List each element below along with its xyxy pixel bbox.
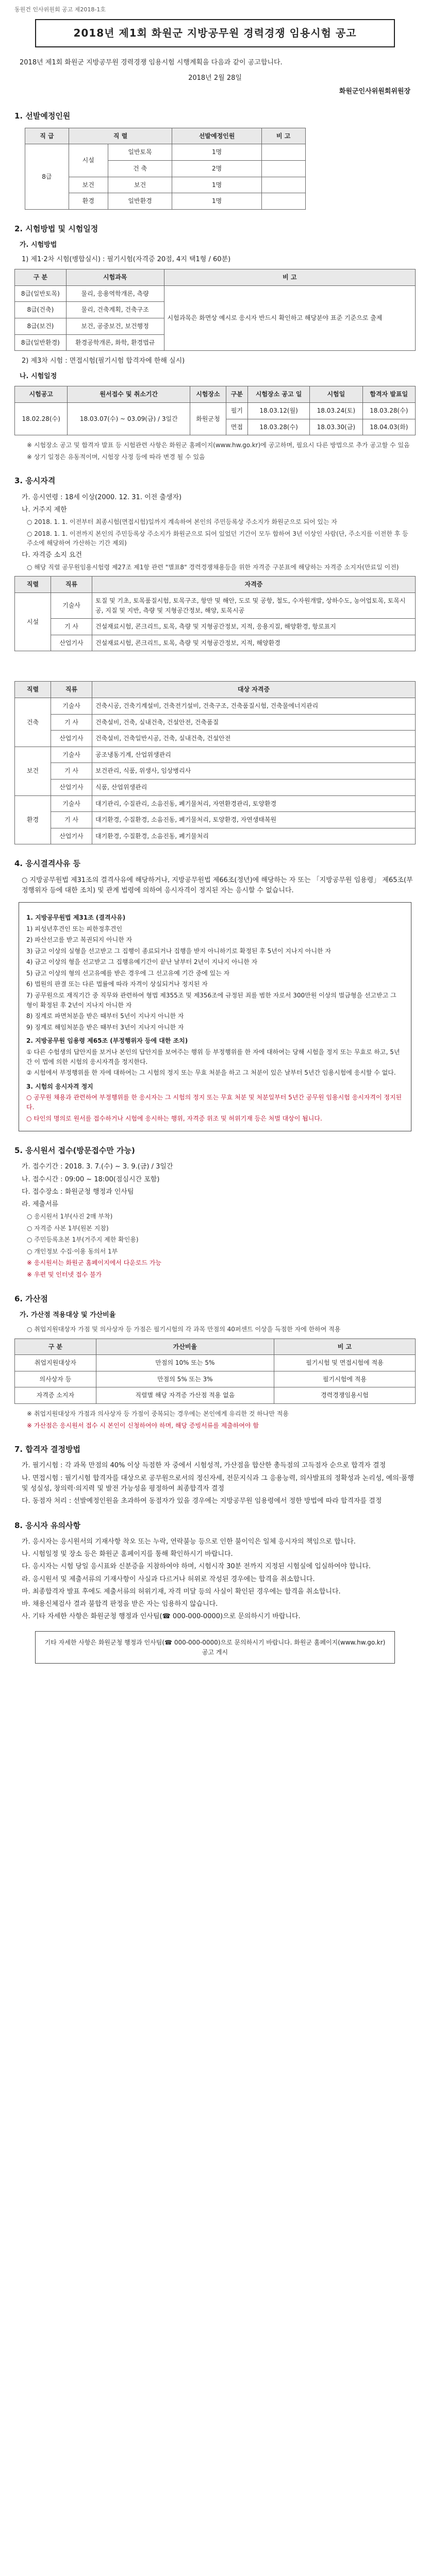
sub-cell: 일반토목 — [108, 144, 172, 161]
doc-number: 동원건 인사위원회 공고 제2018-1호 — [14, 6, 106, 13]
grade-cell: 8급 — [25, 144, 69, 209]
box-heading: 3. 시험의 응시자격 정지 — [26, 1082, 93, 1090]
contact-box: 기타 자세한 사항은 화원군청 행정과 인사팀(☎ 000-000-0000)으로 문의하시기 바랍니다. 화원군 홈페이지(www.hw.go.kr) 공고 게시 — [35, 1631, 395, 1664]
section-heading: 4. 응시결격사유 등 — [14, 859, 81, 869]
col-header: 시험공고 — [15, 386, 68, 403]
recruit-table — [25, 128, 306, 210]
series-cell: 환경 — [69, 193, 108, 210]
sub-heading: 나. 시험일정 — [20, 372, 57, 381]
table-row — [15, 714, 416, 731]
body-text: ○ 개인정보 수집·이용 동의서 1부 — [27, 1247, 118, 1255]
body-text: 2) 제3차 시험 : 면접시험(필기시험 합격자에 한해 실시) — [22, 357, 185, 365]
body-text: 다. 응시자는 시험 당일 응시표와 신분증을 지참하여야 하며, 시험시작 30분 전까지 지정된 시험실에 입실하여야 합니다. — [22, 1563, 371, 1571]
table-row — [15, 698, 416, 715]
certs-cell: 건설재료시험, 콘크리트, 토목, 측량 및 지형공간정보, 지적, 해양환경 — [92, 635, 416, 651]
box-line: 4) 금고 이상의 형을 선고받고 그 집행유예기간이 끝난 날부터 2년이 지나지 아니한 자 — [26, 958, 258, 966]
body-text: 바. 채용신체검사 결과 불합격 판정을 받은 자는 임용하지 않습니다. — [22, 1600, 218, 1608]
body-text: ○ 주민등록초본 1부(거주지 제한 확인용) — [27, 1236, 139, 1244]
box-line: ○ 타인의 명의로 원서를 접수하거나 시험에 응시하는 행위, 자격증 위조 및 허위기재 등은 처벌 대상이 됩니다. — [26, 1114, 322, 1122]
kind-cell: 의사상자 등 — [15, 1371, 96, 1387]
place-notice-cell: 18.03.28(수) — [248, 419, 310, 435]
box-line: ② 시험에서 부정행위를 한 자에 대하여는 그 시험의 정지 또는 무효 처분을 하고 그 처분이 있은 날부터 5년간 임용시험에 응시할 수 없다. — [26, 1069, 396, 1077]
col-header: 시험장소 공고 일 — [248, 386, 310, 403]
body-text: 나. 거주지 제한 — [22, 505, 67, 514]
series-cell: 보건 — [69, 177, 108, 193]
body-text: 라. 응시원서 및 제출서류의 기재사항이 사실과 다르거나 허위로 작성된 경우에는 합격을 취소합니다. — [22, 1575, 315, 1583]
col-header: 가산비율 — [96, 1338, 274, 1355]
body-text: ○ 2018. 1. 1. 이전부터 최종시험(면접시험)일까지 계속하여 본인의 주민등록상 주소지가 화원군으로 되어 있는 자 — [27, 518, 337, 526]
certs-cell: 보건관리, 식품, 위생사, 임상병리사 — [92, 763, 416, 779]
col-header: 선발예정인원 — [172, 128, 261, 144]
table-row — [15, 403, 416, 419]
disqualification-box — [19, 902, 411, 1131]
issuing-org: 화원군인사위원회위원장 — [339, 88, 410, 96]
certs-cell: 건축설비, 건축, 실내건축, 건설안전, 건축품질 — [92, 714, 416, 731]
body-text: ○ 취업지원대상자 가점 및 의사상자 등 가점은 필기시험의 각 과목 만점의 40퍼센트 이상을 득점한 자에 한하여 적용 — [27, 1325, 341, 1333]
count-cell: 2명 — [172, 160, 261, 177]
box-line: ○ 공무원 채용과 관련하여 부정행위를 한 응시자는 그 시험의 정지 또는 무효 처분 및 처분일부터 5년간 공무원 임용시험 응시자격이 정지된다. — [26, 1094, 402, 1111]
rate-cell: 직렬별 해당 자격증 가산점 적용 없음 — [96, 1387, 274, 1404]
sub-cell: 건 축 — [108, 160, 172, 177]
count-cell: 1명 — [172, 193, 261, 210]
note-cell: 필기시험에 적용 — [274, 1371, 415, 1387]
kind-cell: 기술사 — [51, 747, 92, 763]
table-row — [15, 285, 416, 302]
note-text: ※ 응시원서는 화원군 홈페이지에서 다운로드 가능 — [27, 1259, 161, 1267]
section-heading: 7. 합격자 결정방법 — [14, 1445, 81, 1454]
subjects-cell: 보건, 공중보건, 보건행정 — [66, 318, 164, 335]
section-heading: 6. 가산점 — [14, 1294, 48, 1303]
note-text: ※ 시험장소 공고 및 합격자 발표 등 시험관련 사항은 화원군 홈페이지(www.hw.go.kr)에 공고하며, 필요시 다른 방법으로 추가 공고할 수 있음 — [27, 442, 410, 449]
col-header: 직 렬 — [69, 128, 172, 144]
series-cell: 보건 — [15, 747, 51, 795]
kind-cell: 취업지원대상자 — [15, 1355, 96, 1371]
place-notice-cell: 18.03.12(월) — [248, 403, 310, 419]
exam-date-cell: 18.03.30(금) — [310, 419, 362, 435]
note-cell: 필기시험 및 면접시험에 적용 — [274, 1355, 415, 1371]
box-heading: 1. 지방공무원법 제31조 (결격사유) — [26, 913, 126, 921]
sub-cell: 일반환경 — [108, 193, 172, 210]
table-row — [15, 731, 416, 747]
kind-cell: 자격증 소지자 — [15, 1387, 96, 1404]
box-line: 7) 공무원으로 재직기간 중 직무와 관련하여 형법 제355조 및 제356조에 규정된 죄를 범한 자로서 300만원 이상의 벌금형을 선고받고 그 형이 확정된 후 2년이 지나지 아니한 자 — [26, 992, 396, 1009]
certs-cell: 토질 및 기초, 토목품질시험, 토목구조, 항만 및 해안, 도로 및 공항, 철도, 수자원개발, 상하수도, 농어업토목, 토목시공, 지질 및 지반, 측량 및 지형공간정보, 해양, 토목시공 — [92, 593, 416, 619]
place-cell: 화원군청 — [190, 403, 226, 435]
body-text: 마. 최종합격자 발표 후에도 제출서류의 허위기재, 자격 미달 등의 사실이 확인된 경우에는 합격을 취소합니다. — [22, 1587, 341, 1596]
table-row — [15, 619, 416, 635]
type-cell: 면접 — [226, 419, 247, 435]
certs-cell: 건설재료시험, 콘크리트, 토목, 측량 및 지형공간정보, 지적, 응용지질, 해양환경, 항로표지 — [92, 619, 416, 635]
note-cell: 시험과목은 화면상 예시로 응시자 반드시 확인하고 해당분야 표준 기준으로 출제 — [164, 285, 415, 350]
body-text: 1) 제1·2차 시험(병합실시) : 필기시험(자격증 20점, 4지 택1형 / 60분) — [22, 256, 231, 264]
box-line: 3) 금고 이상의 실형을 선고받고 그 집행이 종료되거나 집행을 받지 아니하기로 확정된 후 5년이 지나지 아니한 자 — [26, 947, 332, 955]
note-cell: 경력경쟁임용시험 — [274, 1387, 415, 1404]
section-heading: 5. 응시원서 접수(방문접수만 가능) — [14, 1146, 135, 1156]
certs-cell: 대기환경, 수질환경, 소음진동, 폐기물처리, 토양환경, 자연생태복원 — [92, 812, 416, 828]
col-header: 비 고 — [164, 269, 415, 286]
box-heading: 2. 지방공무원 임용령 제65조 (부정행위자 등에 대한 조치) — [26, 1037, 188, 1045]
grade-cell: 8급(일반환경) — [15, 334, 67, 351]
section-heading: 2. 시험방법 및 시험일정 — [14, 224, 98, 233]
certs-cell: 건축시공, 건축기계설비, 건축전기설비, 건축구조, 건축품질시험, 건축물에너지관리 — [92, 698, 416, 715]
table-row — [15, 635, 416, 651]
col-header: 직렬 — [15, 682, 51, 698]
page-title: 2018년 제1회 화원군 지방공무원 경력경쟁 임용시험 공고 — [35, 19, 395, 47]
kind-cell: 산업기사 — [51, 635, 92, 651]
note-text: ※ 상기 일정은 유동적이며, 시험장 사정 등에 따라 변경 될 수 있음 — [27, 453, 205, 461]
body-text: 가. 응시연령 : 18세 이상(2000. 12. 31. 이전 출생자) — [22, 493, 182, 501]
table-row — [15, 812, 416, 828]
box-line: 6) 법원의 판결 또는 다른 법률에 따라 자격이 상실되거나 정지된 자 — [26, 980, 208, 988]
col-header: 구분 — [226, 386, 247, 403]
col-header: 직렬 — [15, 577, 51, 593]
kind-cell: 산업기사 — [51, 731, 92, 747]
note-cell — [261, 193, 305, 210]
note-cell — [261, 160, 305, 177]
subjects-cell: 환경공학개론, 화학, 환경법규 — [66, 334, 164, 351]
body-text: 가. 응시자는 응시원서의 기재사항 착오 또는 누락, 연락불능 등으로 인한 불이익은 일체 응시자의 책임으로 합니다. — [22, 1538, 356, 1546]
announce-date: 2018년 2월 28일 — [188, 74, 242, 82]
table-row — [15, 1387, 416, 1404]
table-row — [15, 593, 416, 619]
body-text: 나. 면접시험 : 필기시험 합격자를 대상으로 공무원으로서의 정신자세, 전문지식과 그 응용능력, 의사발표의 정확성과 논리성, 예의·품행 및 성실성, 창의력·의지력 및 발전 가능성을 평정하여 최종합격자 결정 — [22, 1474, 415, 1493]
body-text: ○ 자격증 사본 1부(원본 지참) — [27, 1224, 109, 1232]
intro-text: 2018년 제1회 화원군 지방공무원 경력경쟁 임용시험 시행계획을 다음과 같이 공고합니다. — [20, 59, 283, 67]
grade-cell: 8급(일반토목) — [15, 285, 67, 302]
pass-date-cell: 18.04.03(화) — [362, 419, 415, 435]
box-line: 1) 피성년후견인 또는 피한정후견인 — [26, 925, 123, 933]
series-cell: 시설 — [15, 593, 51, 651]
body-text: ○ 응시원서 1부(사진 2매 부착) — [27, 1213, 113, 1221]
body-text: 나. 접수시간 : 09:00 ~ 18:00(점심시간 포함) — [22, 1175, 160, 1183]
note-cell — [261, 144, 305, 161]
col-header: 시험과목 — [66, 269, 164, 286]
table-row — [15, 1355, 416, 1371]
section-heading: 3. 응시자격 — [14, 476, 56, 486]
body-text: ○ 지방공무원법 제31조의 결격사유에 해당하거나, 지방공무원법 제66조(정년)에 해당하는 자 또는 「지방공무원 임용령」 제65조(부정행위자 등에 대한 조치) 및 관계 법령에 의하여 응시자격이 정지된 자는 응시할 수 없습니다. — [22, 876, 413, 894]
count-cell: 1명 — [172, 177, 261, 193]
kind-cell: 산업기사 — [51, 828, 92, 844]
table-row — [15, 795, 416, 812]
series-cell: 건축 — [15, 698, 51, 747]
kind-cell: 기 사 — [51, 763, 92, 779]
grade-cell: 8급(건축) — [15, 302, 67, 318]
box-line: 5) 금고 이상의 형의 선고유예를 받은 경우에 그 선고유예 기간 중에 있는 자 — [26, 969, 230, 977]
pass-date-cell: 18.03.28(수) — [362, 403, 415, 419]
note-text: ※ 가산점은 응시원서 접수 시 본인이 신청하여야 하며, 해당 증빙서류를 제출하여야 함 — [27, 1421, 259, 1429]
body-text: 나. 시험일정 및 장소 등은 화원군 홈페이지를 통해 확인하시기 바랍니다. — [22, 1550, 233, 1558]
sub-heading: 가. 가산점 적용대상 및 가산비율 — [20, 1311, 116, 1319]
receipt-cell: 18.03.07(수) ~ 03.09(금) / 3일간 — [68, 403, 190, 435]
col-header: 시험일 — [310, 386, 362, 403]
certs-cell: 대기관리, 수질관리, 소음진동, 폐기물처리, 자연환경관리, 토양환경 — [92, 795, 416, 812]
kind-cell: 기 사 — [51, 812, 92, 828]
subject-table — [14, 269, 416, 351]
type-cell: 필기 — [226, 403, 247, 419]
body-text: 가. 필기시험 : 각 과목 만점의 40% 이상 득점한 자 중에서 시험성적, 가산점을 합산한 총득점의 고득점자 순으로 합격자 결정 — [22, 1462, 386, 1470]
col-header: 합격자 발표일 — [362, 386, 415, 403]
count-cell: 1명 — [172, 144, 261, 161]
col-header: 직 급 — [25, 128, 69, 144]
rate-cell: 만점의 5% 또는 3% — [96, 1371, 274, 1387]
cert-table-other — [14, 681, 416, 844]
col-header: 비 고 — [261, 128, 305, 144]
table-row — [15, 779, 416, 796]
note-cell — [261, 177, 305, 193]
col-header: 시험장소 — [190, 386, 226, 403]
col-header: 자격증 — [92, 577, 416, 593]
note-text: ※ 우편 및 인터넷 접수 불가 — [27, 1270, 102, 1278]
table-row — [15, 763, 416, 779]
kind-cell: 기 사 — [51, 714, 92, 731]
col-header: 직류 — [51, 682, 92, 698]
certs-cell: 건축설비, 건축일반시공, 건축, 실내건축, 건설안전 — [92, 731, 416, 747]
grade-cell: 8급(보건) — [15, 318, 67, 335]
series-cell: 환경 — [15, 795, 51, 844]
section-heading: 1. 선발예정인원 — [14, 111, 71, 121]
subjects-cell: 물리, 건축계획, 건축구조 — [66, 302, 164, 318]
box-line: 2) 파산선고를 받고 복권되지 아니한 자 — [26, 936, 133, 944]
col-header: 원서접수 및 취소기간 — [68, 386, 190, 403]
kind-cell: 기술사 — [51, 593, 92, 619]
table-row — [15, 828, 416, 844]
col-header: 대상 자격증 — [92, 682, 416, 698]
kind-cell: 기술사 — [51, 795, 92, 812]
kind-cell: 기술사 — [51, 698, 92, 715]
body-text: ○ 2018. 1. 1. 이전까지 본인의 주민등록상 주소지가 화원군으로 되어 있었던 기간이 모두 합하여 3년 이상인 사람(단, 주소지를 이전한 후 등 주소에 해당하여 가산하는 기간 제외) — [27, 530, 408, 547]
bonus-table — [14, 1338, 416, 1404]
body-text: 다. 동점자 처리 : 선발예정인원을 초과하여 동점자가 있을 경우에는 지방공무원 임용령에서 정한 방법에 따라 합격자를 결정 — [22, 1497, 382, 1505]
body-text: ○ 해당 직렬 공무원임용시험령 제27조 제1항 관련 "별표8" 경력경쟁채용등을 위한 자격증 구분표에 해당하는 자격증 소지자(만료일 이전) — [27, 563, 399, 571]
sub-heading: 가. 시험방법 — [20, 241, 57, 249]
certs-cell: 식품, 산업위생관리 — [92, 779, 416, 796]
subjects-cell: 물리, 응용역학개론, 측량 — [66, 285, 164, 302]
rate-cell: 만점의 10% 또는 5% — [96, 1355, 274, 1371]
schedule-table — [14, 386, 416, 435]
certs-cell: 대기환경, 수질환경, 소음진동, 폐기물처리 — [92, 828, 416, 844]
body-text: 사. 기타 자세한 사항은 화원군청 행정과 인사팀(☎ 000-000-0000)으로 문의하시기 바랍니다. — [22, 1613, 301, 1621]
kind-cell: 산업기사 — [51, 779, 92, 796]
certs-cell: 공조냉동기계, 산업위생관리 — [92, 747, 416, 763]
kind-cell: 기 사 — [51, 619, 92, 635]
col-header: 비 고 — [274, 1338, 415, 1355]
table-row — [15, 1371, 416, 1387]
col-header: 구 분 — [15, 269, 67, 286]
table-row — [25, 144, 306, 161]
body-text: 가. 접수기간 : 2018. 3. 7.(수) ~ 3. 9.(금) / 3일간 — [22, 1163, 173, 1171]
body-text: 다. 접수장소 : 화원군청 행정과 인사팀 — [22, 1188, 134, 1196]
note-text: ※ 취업지원대상자 가점과 의사상자 등 가점이 중복되는 경우에는 본인에게 유리한 것 하나만 적용 — [27, 1410, 289, 1417]
body-text: 라. 제출서류 — [22, 1200, 59, 1208]
col-header: 구 분 — [15, 1338, 96, 1355]
sub-cell: 보건 — [108, 177, 172, 193]
box-line: 8) 징계로 파면처분을 받은 때부터 5년이 지나지 아니한 자 — [26, 1012, 184, 1020]
col-header: 직류 — [51, 577, 92, 593]
body-text: 다. 자격증 소지 요건 — [22, 551, 82, 559]
box-line: 9) 징계로 해임처분을 받은 때부터 3년이 지나지 아니한 자 — [26, 1023, 184, 1031]
exam-date-cell: 18.03.24(토) — [310, 403, 362, 419]
section-heading: 8. 응시자 유의사항 — [14, 1520, 81, 1530]
notice-cell: 18.02.28(수) — [15, 403, 68, 435]
series-cell: 시설 — [69, 144, 108, 177]
box-line: ① 다른 수험생의 답안지를 보거나 본인의 답안지를 보여주는 행위 등 부정행위를 한 자에 대하여는 당해 시험을 정지 또는 무효로 하고, 5년간 이 법에 의한 시험의 응시자격을 정지한다. — [26, 1048, 400, 1065]
table-row — [15, 747, 416, 763]
cert-table-civil — [14, 576, 416, 651]
